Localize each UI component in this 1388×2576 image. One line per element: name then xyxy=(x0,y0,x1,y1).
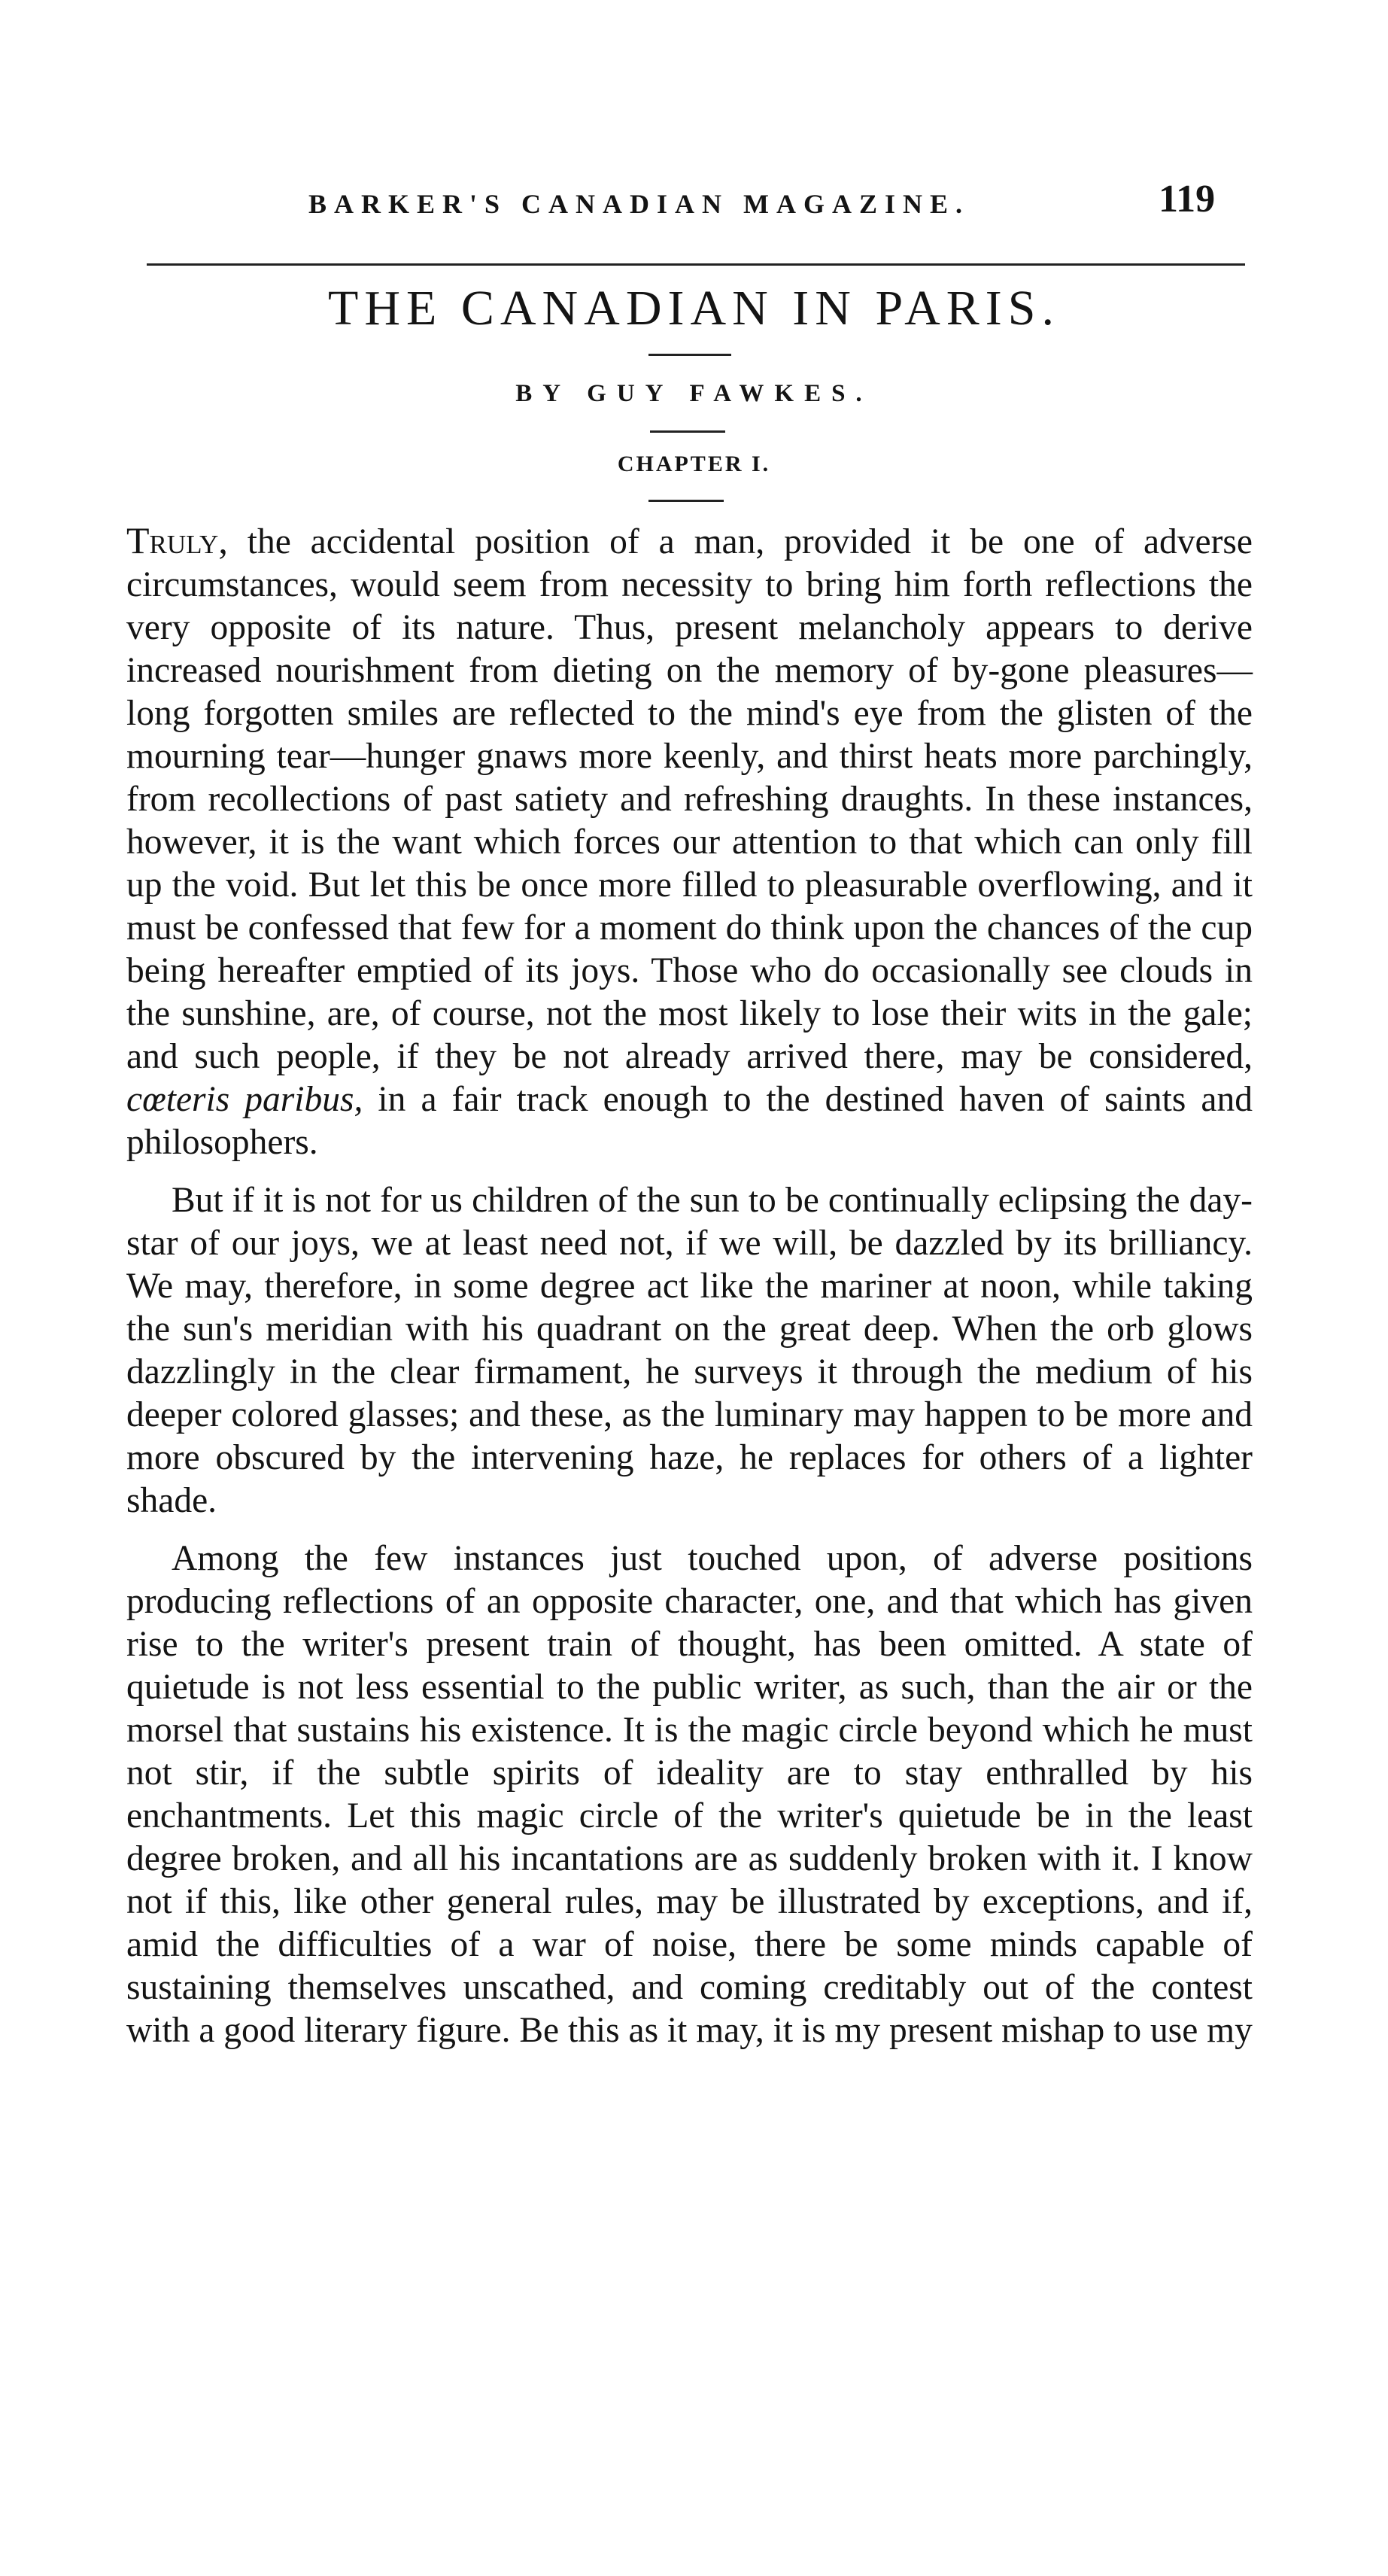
byline-rule xyxy=(650,430,725,433)
running-head: BARKER'S CANADIAN MAGAZINE. xyxy=(308,189,970,219)
header-rule xyxy=(147,263,1245,266)
chapter-rule xyxy=(648,500,724,502)
latin-phrase: cœteris paribus, xyxy=(126,1080,363,1119)
byline: BY GUY FAWKES. xyxy=(515,380,873,407)
paragraph-1-text: the accidental position of a man, provided it be one of adverse circumstances, would seem from necessity to bring him forth reflections the very opposite of its nature. Thus, present melancholy appears to derive increased nourishment from dieting on the memory of by-gone pleasures—long forgotten smiles are reflected to the mind's eye from the glisten of the mourning tear—hunger gnaws more keenly, and thirst heats more parchingly, from recollections of past satiety and refreshing draughts. In these instances, however, it is the want which forces our attention to that which can only fill up the void. But let this be once more filled to pleasurable overflowing, and it must be confessed that few for a moment do think upon the chances of the cup being hereafter emptied of its joys. Those who do occasionally see clouds in the sunshine, are, of course, not the most likely to lose their wits in the gale; and such people, if they be not already arrived there, may be considered, xyxy=(126,522,1253,1076)
paragraph-3: Among the few instances just touched upon, of adverse positions producing reflections of an opposite character, one, and that which has given rise to the writer's present train of thought, has been omitted. A state of quietude is not less essential to the public writer, as such, than the air or the morsel that sustains his existence. It is the magic circle beyond which he must not stir, if the subtle spirits of ideality are to stay enthralled by his enchantments. Let this magic circle of the writer's quietude be in the least degree broken, and all his incantations are as suddenly broken with it. I know not if this, like other general rules, may be illustrated by exceptions, and if, amid the difficulties of a war of noise, there be some minds capable of sustaining themselves unscathed, and coming creditably out of the contest with a good literary figure. Be this as it may, it is my present mishap to use my xyxy=(126,1539,1253,2050)
paragraph-1 xyxy=(126,519,1253,1164)
article-title: THE CANADIAN IN PARIS. xyxy=(328,281,1060,336)
chapter-heading: CHAPTER I. xyxy=(617,452,771,476)
paragraph-2: But if it is not for us children of the sun to be continually eclipsing the day-star of our joys, we at least need not, if we will, be dazzled by its brilliancy. We may, therefore, in some degree act like the mariner at noon, while taking the sun's meridian with his quadrant on the great deep. When the orb glows dazzlingly in the clear firmament, he surveys it through the medium of his deeper colored glasses; and these, as the luminary may happen to be more and more obscured by the intervening haze, he replaces for others of a lighter shade. xyxy=(126,1181,1253,1520)
title-rule xyxy=(648,354,731,356)
page-number: 119 xyxy=(1159,178,1216,220)
paragraph-1-end: in a fair track enough to the destined haven of saints and philosophers. xyxy=(126,1080,1253,1162)
body-text xyxy=(126,519,1253,2052)
drop-word: Truly, xyxy=(126,519,228,561)
